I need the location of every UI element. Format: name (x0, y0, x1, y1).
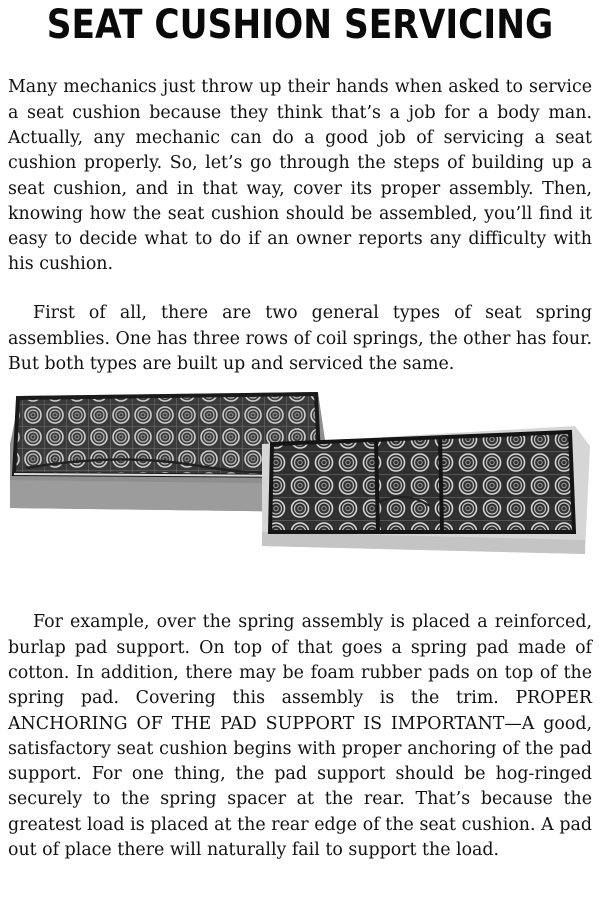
page-title: SEAT CUSHION SERVICING (46, 2, 554, 48)
seat-spring-assemblies-photo (0, 382, 600, 582)
paragraph-spring-types: First of all, there are two general types of seat spring assemblies. One has three rows of coil springs, the other has four. But both types are built up and serviced the same. (8, 303, 592, 374)
paragraph-pad-support: For example, over the spring assembly is placed a reinforced, burlap pad support. On top of that goes a spring pad made of cotton. In addition, there may be foam rubber pads on top of the spring pad. Covering this assembly is the trim. PROPER ANCHORING OF THE PAD SUPPORT IS IMPORTANT—A good, satisfactory seat cushion begins with proper anchoring of the pad support. For one thing, the pad support should be hog-ringed securely to the spring spacer at the rear. That’s because the greatest load is placed at the rear edge of the seat cushion. A pad out of place there will naturally fail to support the load. (8, 612, 592, 861)
paragraph-intro: Many mechanics just throw up their hands when asked to service a seat cushion because they think that’s a job for a body man. Actually, any mechanic can do a good job of servicing a seat cushion properly. So, let’s go through the steps of building up a seat cushion, and in that way, cover its proper assembly. Then, knowing how the seat cushion should be assembled, you’ll find it easy to decide what to do if an owner reports any difficulty with his cushion. (8, 77, 592, 275)
three-row-spring-assembly (262, 426, 590, 554)
